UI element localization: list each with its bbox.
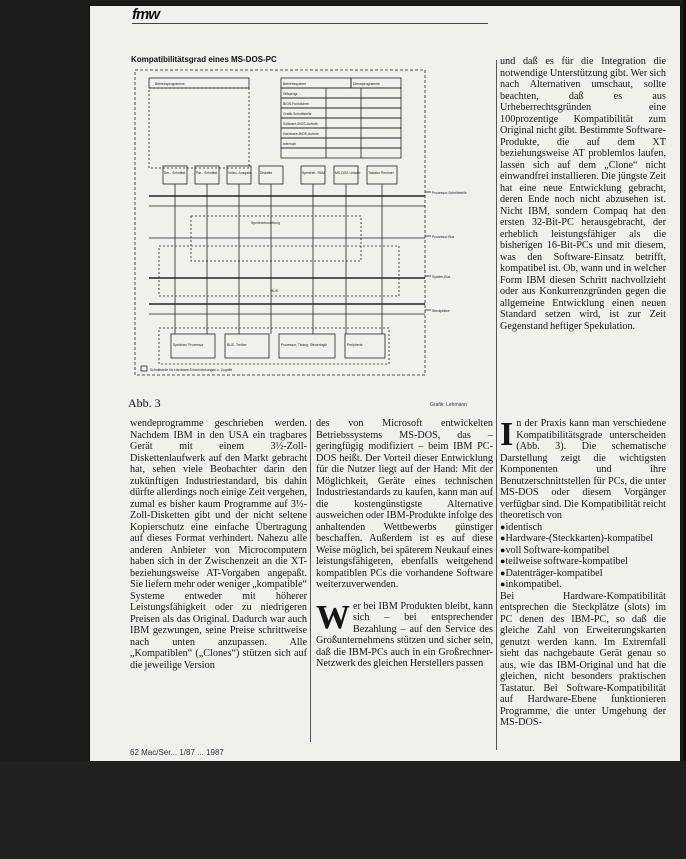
svg-text:Software-BIOS-Aufrufe: Software-BIOS-Aufrufe [283,122,318,126]
svg-text:System-Bus: System-Bus [432,275,451,279]
svg-text:BUS- Treiber: BUS- Treiber [227,343,247,347]
header-rule [132,23,488,24]
figure-credit: Grafik: Lehmann [430,402,467,408]
page-footer: 62 Mac/Ser... 1/87 ... 1987 [130,748,224,757]
column-divider [310,420,311,742]
label-anwendung: Betriebsprogramme [155,82,185,86]
compatibility-diagram [131,66,471,384]
svg-text:Hilfsprogr. ...: Hilfsprogr. ... [283,92,303,96]
svg-text:Speicher- RAM: Speicher- RAM [302,171,325,175]
svg-text:Diskette: Diskette [260,171,273,175]
svg-text:Speicher/ Prozessor: Speicher/ Prozessor [173,343,204,347]
scan-shadow [0,761,686,859]
paragraph: wendeprogramme geschrieben werden. Nachdem IBM in den USA ein tragbares Gerät mit einem 3½-Zoll-Diskettenlaufwerk auf den Markt gebracht hat, sehen viele Beobachter darin den zukünftigen Industriestandard, bis dahin dürfte allerdings noch einige Zeit vergehen, zumal es bisher kaum Programme auf 3½-Zoll-Disketten gibt und der nicht seltene Kopierschutz eine einfache Übertragung auf dieses Format verhindert. Nahezu alle anderen Anbieter von Microcomputern haben sich in der Zwischenzeit an die XT-beziehungsweise AT-Vorgaben angepaßt. Sie liefern mehr oder weniger „kompatible“ Systeme entweder mit höherer Leistungsfähigkeit oder zu niedrigeren Preisen als das Original. Dadurch war auch IBM gezwungen, seine Preise schrittweise nach unten anzupassen. Alle „Kompatiblen“ („Clones“) stützen sich auf die jeweilige Version [130,418,307,671]
dropcap: I [500,418,514,453]
article-column-3-top [500,56,666,401]
svg-text:Betriebssystem: Betriebssystem [283,82,307,86]
list-item: ● voll Software-kompatibel [500,545,666,557]
list-item: ● teilweise software-kompatibel [500,556,666,568]
article-column-1 [130,418,307,744]
svg-text:Par.- Schnittst.: Par.- Schnittst. [196,171,219,175]
article-column-3-bottom [500,418,666,750]
svg-text:Interrupt: Interrupt [283,142,296,146]
magazine-logo: fmw [132,6,159,23]
svg-text:BUS: BUS [271,289,278,293]
diagram-frame [135,70,425,375]
paragraph: Bei Hardware-Kompatibilität entsprechen die Steckplätze (slots) im PC denen des IBM-PC, so daß die gleiche Zahl von Erweiterungskarten genutzt werden kann. Im Extremfall sieht das nachgebaute Gerät genau so aus, wie das IBM-Original und hat die gleichen, nicht besonders praktischen Tastatur. Bei Software-Kompatibilität auf Hardware-Ebene funktionieren Programme, die unter Umgehung der MS-DOS- [500,590,666,728]
svg-text:Schnittstelle für Hardware-Ein: Schnittstelle für Hardware-Einschränkungen u. Zugriffe [150,368,233,372]
list-item: ● identisch [500,522,666,534]
svg-text:Prozessor-Bus: Prozessor-Bus [432,235,455,239]
figure-caption: Abb. 3 [128,396,161,410]
paragraph: Wer bei IBM Produkten bleibt, kann sich – bei entsprechender Bezahlung – auf den Service des Großunternehmens stützen und sicher sein, daß die IBM-PCs auch in ein Großrechner-Netzwerk des gleichen Herstellers passen [316,598,493,669]
svg-text:Tastatur Rechner: Tastatur Rechner [368,171,394,175]
svg-text:Video- Ausgabe: Video- Ausgabe [228,171,252,175]
list-item: ● inkompatibel. [500,579,666,591]
svg-text:MS-DOS Urlader: MS-DOS Urlader [335,171,361,175]
svg-text:Prozessor-Schnittstelle: Prozessor-Schnittstelle [432,191,467,195]
svg-text:Ser.- Schnittst.: Ser.- Schnittst. [164,171,187,175]
svg-text:Dienstprogramme: Dienstprogramme [353,82,380,86]
dropcap: W [316,598,350,636]
article-column-2 [316,418,493,744]
list-item: ● Hardware-(Steckkarten)-kompatibel [500,533,666,545]
svg-text:Peripherie: Peripherie [347,343,363,347]
figure-title: Kompatibilitätsgrad eines MS-DOS-PC [131,55,277,64]
svg-text:Hardware-BIOS-Aufrufe: Hardware-BIOS-Aufrufe [283,132,319,136]
list-item: ● Datenträger-kompatibel [500,568,666,580]
paragraph: und daß es für die Integration die notwendige Unterstützung gibt. Wer sich nach Alternativen umschaut, sollte beachten, daß es aus Urheberrechtsgründen eine 100prozentige Kompatibilität zum Original nicht gibt. Bestimmte Software-Produkte, die auf dem XT beziehungsweise AT problemlos laufen, lassen sich auf dem „Clone“ nicht einwandfrei installieren. Die jüngste Zeit hat eine neue Entwicklung gebracht, deren Ende noch nicht abzusehen ist. Nicht IBM, sondern Compaq hat den ersten 32-Bit-PC herausgebracht, der erheblich leistungsfähiger als die bisherigen 16-Bit-PCs und mit diesem, was den Software-Einsatz betrifft, kompatibel ist. Ob, wann und in welcher Form IBM diesen Schritt nachvollzieht oder aus Konkurrenzgründen gegen die allgemeine Entwicklung einen neuen Standard setzen wird, ist zur Zeit Gegenstand heftiger Spekulation. [500,56,666,332]
svg-text:Steckplätze: Steckplätze [432,309,450,313]
svg-text:Speicherbusleitung: Speicherbusleitung [251,221,280,225]
svg-text:BIOS-Funktionen: BIOS-Funktionen [283,102,310,106]
paragraph: des von Microsoft entwickelten Betriebssystems MS-DOS, das – geringfügig modifiziert – beim IBM PC-DOS heißt. Der Vorteil dieser Entwicklung für die Nutzer liegt auf der Hand: Mit der Möglichkeit, Geräte eines technischen Industriestandards zu kaufen, kann man auf die kostengünstigste Alternative ausweichen oder IBM-Produkte infolge des anhaltenden Wettbewerbs günstiger beschaffen. Außerdem ist es auf diese Weise möglich, bei späterem Neukauf eines leistungsfähigeren, ebenfalls weitgehend kompatiblen PCs die vorhandene Software weiterzuverwenden. [316,418,493,590]
paragraph: In der Praxis kann man verschiedene Kompatibilitätsgrade unterscheiden (Abb. 3). Die schematische Darstellung zeigt die wichtigsten Komponenten und ihre Benutzerschnittstellen für PCs, die unter MS-DOS oder diesem Vorgänger verfügbar sind. Die Kompatibilität reicht theoretisch von [500,418,666,521]
svg-text:Prozessor, Timing, Steuerlogik: Prozessor, Timing, Steuerlogik [281,343,327,347]
svg-text:Grafik-Schnittstelle: Grafik-Schnittstelle [283,112,312,116]
column-divider [496,60,497,750]
